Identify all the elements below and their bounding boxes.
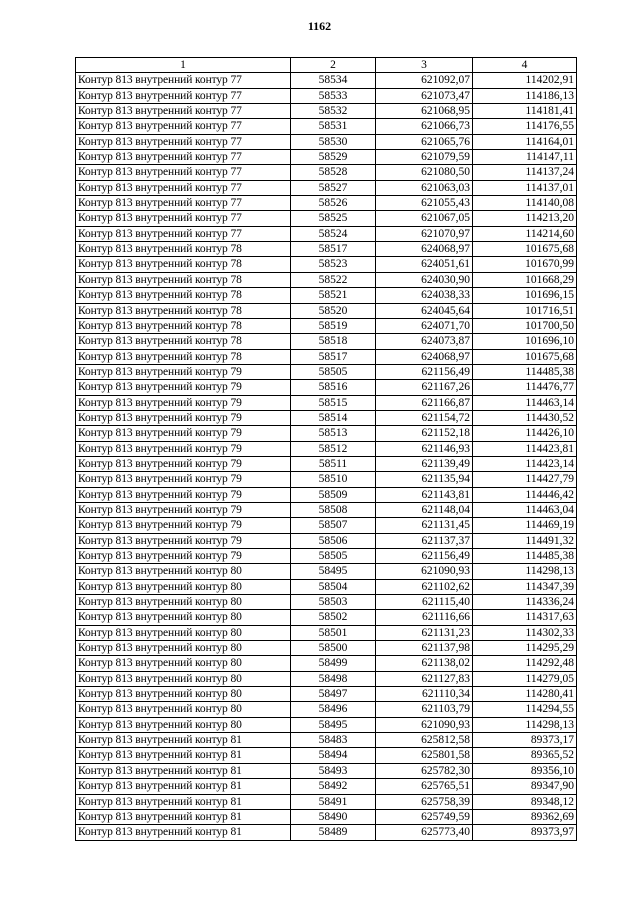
point-number-cell: 58495 xyxy=(291,717,376,732)
table-row xyxy=(76,88,577,103)
contour-name-cell: Контур 813 внутренний контур 78 xyxy=(76,303,291,318)
table-row xyxy=(76,318,577,333)
contour-name-cell: Контур 813 внутренний контур 81 xyxy=(76,809,291,824)
x-coordinate-cell: 625749,59 xyxy=(376,809,473,824)
y-coordinate-cell: 114137,24 xyxy=(473,165,577,180)
x-coordinate-cell: 621116,66 xyxy=(376,610,473,625)
point-number-cell: 58533 xyxy=(291,88,376,103)
x-coordinate-cell: 621127,83 xyxy=(376,671,473,686)
contour-name-cell: Контур 813 внутренний контур 81 xyxy=(76,779,291,794)
contour-name-cell: Контур 813 внутренний контур 78 xyxy=(76,349,291,364)
table-row xyxy=(76,794,577,809)
x-coordinate-cell: 624038,33 xyxy=(376,288,473,303)
x-coordinate-cell: 621065,76 xyxy=(376,134,473,149)
point-number-cell: 58503 xyxy=(291,595,376,610)
table-row xyxy=(76,410,577,425)
point-number-cell: 58500 xyxy=(291,641,376,656)
contour-name-cell: Контур 813 внутренний контур 80 xyxy=(76,687,291,702)
point-number-cell: 58490 xyxy=(291,809,376,824)
y-coordinate-cell: 101670,99 xyxy=(473,257,577,272)
y-coordinate-cell: 114280,41 xyxy=(473,687,577,702)
contour-name-cell: Контур 813 внутренний контур 78 xyxy=(76,257,291,272)
x-coordinate-cell: 624068,97 xyxy=(376,242,473,257)
table-row xyxy=(76,625,577,640)
contour-name-cell: Контур 813 внутренний контур 78 xyxy=(76,288,291,303)
point-number-cell: 58491 xyxy=(291,794,376,809)
y-coordinate-cell: 101675,68 xyxy=(473,242,577,257)
point-number-cell: 58497 xyxy=(291,687,376,702)
table-row xyxy=(76,717,577,732)
column-header-3: 3 xyxy=(376,58,473,73)
table-row xyxy=(76,272,577,287)
x-coordinate-cell: 621115,40 xyxy=(376,595,473,610)
contour-name-cell: Контур 813 внутренний контур 80 xyxy=(76,579,291,594)
table-row xyxy=(76,180,577,195)
y-coordinate-cell: 114446,42 xyxy=(473,487,577,502)
point-number-cell: 58530 xyxy=(291,134,376,149)
x-coordinate-cell: 621143,81 xyxy=(376,487,473,502)
x-coordinate-cell: 625782,30 xyxy=(376,763,473,778)
x-coordinate-cell: 621066,73 xyxy=(376,119,473,134)
table-row xyxy=(76,656,577,671)
table-row xyxy=(76,196,577,211)
point-number-cell: 58511 xyxy=(291,456,376,471)
point-number-cell: 58493 xyxy=(291,763,376,778)
point-number-cell: 58498 xyxy=(291,671,376,686)
point-number-cell: 58502 xyxy=(291,610,376,625)
table-row xyxy=(76,73,577,88)
y-coordinate-cell: 114298,13 xyxy=(473,564,577,579)
table-row xyxy=(76,671,577,686)
x-coordinate-cell: 625801,58 xyxy=(376,748,473,763)
x-coordinate-cell: 621068,95 xyxy=(376,104,473,119)
contour-name-cell: Контур 813 внутренний контур 77 xyxy=(76,226,291,241)
table-row xyxy=(76,165,577,180)
y-coordinate-cell: 114427,79 xyxy=(473,472,577,487)
contour-name-cell: Контур 813 внутренний контур 80 xyxy=(76,656,291,671)
point-number-cell: 58501 xyxy=(291,625,376,640)
table-row xyxy=(76,334,577,349)
table-row xyxy=(76,395,577,410)
y-coordinate-cell: 114476,77 xyxy=(473,380,577,395)
contour-name-cell: Контур 813 внутренний контур 79 xyxy=(76,426,291,441)
y-coordinate-cell: 114317,63 xyxy=(473,610,577,625)
contour-name-cell: Контур 813 внутренний контур 81 xyxy=(76,763,291,778)
point-number-cell: 58517 xyxy=(291,349,376,364)
point-number-cell: 58508 xyxy=(291,502,376,517)
point-number-cell: 58507 xyxy=(291,518,376,533)
contour-name-cell: Контур 813 внутренний контур 78 xyxy=(76,318,291,333)
contour-name-cell: Контур 813 внутренний контур 80 xyxy=(76,702,291,717)
point-number-cell: 58492 xyxy=(291,779,376,794)
point-number-cell: 58513 xyxy=(291,426,376,441)
y-coordinate-cell: 89348,12 xyxy=(473,794,577,809)
contour-name-cell: Контур 813 внутренний контур 79 xyxy=(76,395,291,410)
x-coordinate-cell: 621137,37 xyxy=(376,533,473,548)
point-number-cell: 58531 xyxy=(291,119,376,134)
contour-name-cell: Контур 813 внутренний контур 77 xyxy=(76,104,291,119)
point-number-cell: 58528 xyxy=(291,165,376,180)
y-coordinate-cell: 114292,48 xyxy=(473,656,577,671)
table-row xyxy=(76,150,577,165)
contour-name-cell: Контур 813 внутренний контур 81 xyxy=(76,748,291,763)
contour-name-cell: Контур 813 внутренний контур 80 xyxy=(76,641,291,656)
table-row xyxy=(76,595,577,610)
table-row xyxy=(76,518,577,533)
contour-name-cell: Контур 813 внутренний контур 79 xyxy=(76,533,291,548)
x-coordinate-cell: 624045,64 xyxy=(376,303,473,318)
y-coordinate-cell: 114140,08 xyxy=(473,196,577,211)
contour-name-cell: Контур 813 внутренний контур 77 xyxy=(76,180,291,195)
contour-name-cell: Контур 813 внутренний контур 81 xyxy=(76,825,291,840)
y-coordinate-cell: 114147,11 xyxy=(473,150,577,165)
contour-name-cell: Контур 813 внутренний контур 80 xyxy=(76,671,291,686)
point-number-cell: 58534 xyxy=(291,73,376,88)
column-header-2: 2 xyxy=(291,58,376,73)
table-row xyxy=(76,779,577,794)
point-number-cell: 58521 xyxy=(291,288,376,303)
point-number-cell: 58495 xyxy=(291,564,376,579)
point-number-cell: 58499 xyxy=(291,656,376,671)
page-number: 1162 xyxy=(307,19,332,33)
point-number-cell: 58496 xyxy=(291,702,376,717)
contour-name-cell: Контур 813 внутренний контур 77 xyxy=(76,165,291,180)
point-number-cell: 58520 xyxy=(291,303,376,318)
y-coordinate-cell: 114295,29 xyxy=(473,641,577,656)
contour-name-cell: Контур 813 внутренний контур 77 xyxy=(76,211,291,226)
y-coordinate-cell: 114336,24 xyxy=(473,595,577,610)
y-coordinate-cell: 114298,13 xyxy=(473,717,577,732)
x-coordinate-cell: 621063,03 xyxy=(376,180,473,195)
contour-name-cell: Контур 813 внутренний контур 79 xyxy=(76,441,291,456)
table-row xyxy=(76,242,577,257)
table-row xyxy=(76,472,577,487)
x-coordinate-cell: 621055,43 xyxy=(376,196,473,211)
y-coordinate-cell: 114176,55 xyxy=(473,119,577,134)
y-coordinate-cell: 114423,14 xyxy=(473,456,577,471)
table-row xyxy=(76,564,577,579)
x-coordinate-cell: 621138,02 xyxy=(376,656,473,671)
x-coordinate-cell: 625812,58 xyxy=(376,733,473,748)
point-number-cell: 58494 xyxy=(291,748,376,763)
contour-name-cell: Контур 813 внутренний контур 79 xyxy=(76,502,291,517)
x-coordinate-cell: 624030,90 xyxy=(376,272,473,287)
table-row xyxy=(76,119,577,134)
x-coordinate-cell: 621139,49 xyxy=(376,456,473,471)
contour-name-cell: Контур 813 внутренний контур 79 xyxy=(76,472,291,487)
x-coordinate-cell: 625758,39 xyxy=(376,794,473,809)
table-body xyxy=(76,73,577,840)
point-number-cell: 58505 xyxy=(291,364,376,379)
table-row xyxy=(76,579,577,594)
y-coordinate-cell: 114423,81 xyxy=(473,441,577,456)
point-number-cell: 58517 xyxy=(291,242,376,257)
table-header-row xyxy=(76,58,577,73)
point-number-cell: 58526 xyxy=(291,196,376,211)
x-coordinate-cell: 624051,61 xyxy=(376,257,473,272)
table-row xyxy=(76,533,577,548)
y-coordinate-cell: 114430,52 xyxy=(473,410,577,425)
y-coordinate-cell: 114347,39 xyxy=(473,579,577,594)
x-coordinate-cell: 624071,70 xyxy=(376,318,473,333)
point-number-cell: 58509 xyxy=(291,487,376,502)
y-coordinate-cell: 114426,10 xyxy=(473,426,577,441)
x-coordinate-cell: 621080,50 xyxy=(376,165,473,180)
contour-name-cell: Контур 813 внутренний контур 78 xyxy=(76,242,291,257)
y-coordinate-cell: 114202,91 xyxy=(473,73,577,88)
point-number-cell: 58512 xyxy=(291,441,376,456)
x-coordinate-cell: 621131,23 xyxy=(376,625,473,640)
contour-name-cell: Контур 813 внутренний контур 80 xyxy=(76,595,291,610)
table-row xyxy=(76,825,577,840)
table-row xyxy=(76,456,577,471)
contour-name-cell: Контур 813 внутренний контур 79 xyxy=(76,380,291,395)
y-coordinate-cell: 114164,01 xyxy=(473,134,577,149)
point-number-cell: 58518 xyxy=(291,334,376,349)
x-coordinate-cell: 624068,97 xyxy=(376,349,473,364)
contour-name-cell: Контур 813 внутренний контур 80 xyxy=(76,717,291,732)
table-row xyxy=(76,487,577,502)
table-row xyxy=(76,349,577,364)
x-coordinate-cell: 621137,98 xyxy=(376,641,473,656)
table-row xyxy=(76,441,577,456)
x-coordinate-cell: 621146,93 xyxy=(376,441,473,456)
table-row xyxy=(76,809,577,824)
y-coordinate-cell: 101675,68 xyxy=(473,349,577,364)
contour-name-cell: Контур 813 внутренний контур 77 xyxy=(76,73,291,88)
y-coordinate-cell: 114214,60 xyxy=(473,226,577,241)
contour-name-cell: Контур 813 внутренний контур 80 xyxy=(76,610,291,625)
y-coordinate-cell: 114463,04 xyxy=(473,502,577,517)
contour-name-cell: Контур 813 внутренний контур 79 xyxy=(76,487,291,502)
y-coordinate-cell: 101696,10 xyxy=(473,334,577,349)
y-coordinate-cell: 114137,01 xyxy=(473,180,577,195)
y-coordinate-cell: 89362,69 xyxy=(473,809,577,824)
y-coordinate-cell: 114279,05 xyxy=(473,671,577,686)
table-row xyxy=(76,211,577,226)
y-coordinate-cell: 101696,15 xyxy=(473,288,577,303)
contour-name-cell: Контур 813 внутренний контур 80 xyxy=(76,625,291,640)
contour-name-cell: Контур 813 внутренний контур 77 xyxy=(76,119,291,134)
contour-name-cell: Контур 813 внутренний контур 81 xyxy=(76,733,291,748)
table-row xyxy=(76,226,577,241)
point-number-cell: 58529 xyxy=(291,150,376,165)
x-coordinate-cell: 621067,05 xyxy=(376,211,473,226)
point-number-cell: 58489 xyxy=(291,825,376,840)
x-coordinate-cell: 621110,34 xyxy=(376,687,473,702)
table-row xyxy=(76,733,577,748)
point-number-cell: 58506 xyxy=(291,533,376,548)
y-coordinate-cell: 114181,41 xyxy=(473,104,577,119)
point-number-cell: 58525 xyxy=(291,211,376,226)
table-row xyxy=(76,303,577,318)
x-coordinate-cell: 621073,47 xyxy=(376,88,473,103)
point-number-cell: 58483 xyxy=(291,733,376,748)
y-coordinate-cell: 89373,97 xyxy=(473,825,577,840)
table-row xyxy=(76,549,577,564)
x-coordinate-cell: 621156,49 xyxy=(376,364,473,379)
y-coordinate-cell: 89373,17 xyxy=(473,733,577,748)
table-row xyxy=(76,426,577,441)
point-number-cell: 58516 xyxy=(291,380,376,395)
contour-name-cell: Контур 813 внутренний контур 77 xyxy=(76,196,291,211)
table-row xyxy=(76,380,577,395)
point-number-cell: 58510 xyxy=(291,472,376,487)
point-number-cell: 58515 xyxy=(291,395,376,410)
column-header-1: 1 xyxy=(76,58,291,73)
x-coordinate-cell: 621135,94 xyxy=(376,472,473,487)
x-coordinate-cell: 621102,62 xyxy=(376,579,473,594)
x-coordinate-cell: 621154,72 xyxy=(376,410,473,425)
y-coordinate-cell: 89365,52 xyxy=(473,748,577,763)
contour-name-cell: Контур 813 внутренний контур 78 xyxy=(76,334,291,349)
contour-name-cell: Контур 813 внутренний контур 79 xyxy=(76,518,291,533)
x-coordinate-cell: 621167,26 xyxy=(376,380,473,395)
y-coordinate-cell: 114213,20 xyxy=(473,211,577,226)
contour-name-cell: Контур 813 внутренний контур 77 xyxy=(76,88,291,103)
contour-name-cell: Контур 813 внутренний контур 78 xyxy=(76,272,291,287)
table-row xyxy=(76,763,577,778)
x-coordinate-cell: 621131,45 xyxy=(376,518,473,533)
point-number-cell: 58504 xyxy=(291,579,376,594)
contour-name-cell: Контур 813 внутренний контур 80 xyxy=(76,564,291,579)
y-coordinate-cell: 114485,38 xyxy=(473,549,577,564)
y-coordinate-cell: 101700,50 xyxy=(473,318,577,333)
contour-name-cell: Контур 813 внутренний контур 79 xyxy=(76,549,291,564)
y-coordinate-cell: 114491,32 xyxy=(473,533,577,548)
coordinates-table xyxy=(75,57,577,841)
point-number-cell: 58522 xyxy=(291,272,376,287)
y-coordinate-cell: 114302,33 xyxy=(473,625,577,640)
x-coordinate-cell: 621166,87 xyxy=(376,395,473,410)
point-number-cell: 58514 xyxy=(291,410,376,425)
y-coordinate-cell: 89347,90 xyxy=(473,779,577,794)
y-coordinate-cell: 89356,10 xyxy=(473,763,577,778)
contour-name-cell: Контур 813 внутренний контур 79 xyxy=(76,364,291,379)
y-coordinate-cell: 114463,14 xyxy=(473,395,577,410)
table-row xyxy=(76,748,577,763)
x-coordinate-cell: 625765,51 xyxy=(376,779,473,794)
point-number-cell: 58519 xyxy=(291,318,376,333)
x-coordinate-cell: 621152,18 xyxy=(376,426,473,441)
y-coordinate-cell: 101716,51 xyxy=(473,303,577,318)
point-number-cell: 58523 xyxy=(291,257,376,272)
table-row xyxy=(76,687,577,702)
table-row xyxy=(76,104,577,119)
contour-name-cell: Контур 813 внутренний контур 79 xyxy=(76,410,291,425)
table-row xyxy=(76,288,577,303)
point-number-cell: 58524 xyxy=(291,226,376,241)
x-coordinate-cell: 621148,04 xyxy=(376,502,473,517)
x-coordinate-cell: 621079,59 xyxy=(376,150,473,165)
contour-name-cell: Контур 813 внутренний контур 81 xyxy=(76,794,291,809)
table-row xyxy=(76,364,577,379)
x-coordinate-cell: 624073,87 xyxy=(376,334,473,349)
x-coordinate-cell: 621092,07 xyxy=(376,73,473,88)
x-coordinate-cell: 621156,49 xyxy=(376,549,473,564)
table-row xyxy=(76,610,577,625)
contour-name-cell: Контур 813 внутренний контур 77 xyxy=(76,150,291,165)
contour-name-cell: Контур 813 внутренний контур 79 xyxy=(76,456,291,471)
table-row xyxy=(76,257,577,272)
y-coordinate-cell: 114186,13 xyxy=(473,88,577,103)
x-coordinate-cell: 621070,97 xyxy=(376,226,473,241)
x-coordinate-cell: 621090,93 xyxy=(376,564,473,579)
point-number-cell: 58532 xyxy=(291,104,376,119)
table-row xyxy=(76,134,577,149)
y-coordinate-cell: 101668,29 xyxy=(473,272,577,287)
table-row xyxy=(76,502,577,517)
x-coordinate-cell: 621090,93 xyxy=(376,717,473,732)
point-number-cell: 58505 xyxy=(291,549,376,564)
y-coordinate-cell: 114485,38 xyxy=(473,364,577,379)
x-coordinate-cell: 625773,40 xyxy=(376,825,473,840)
contour-name-cell: Контур 813 внутренний контур 77 xyxy=(76,134,291,149)
column-header-4: 4 xyxy=(473,58,577,73)
y-coordinate-cell: 114469,19 xyxy=(473,518,577,533)
table-row xyxy=(76,702,577,717)
x-coordinate-cell: 621103,79 xyxy=(376,702,473,717)
table-row xyxy=(76,641,577,656)
y-coordinate-cell: 114294,55 xyxy=(473,702,577,717)
point-number-cell: 58527 xyxy=(291,180,376,195)
